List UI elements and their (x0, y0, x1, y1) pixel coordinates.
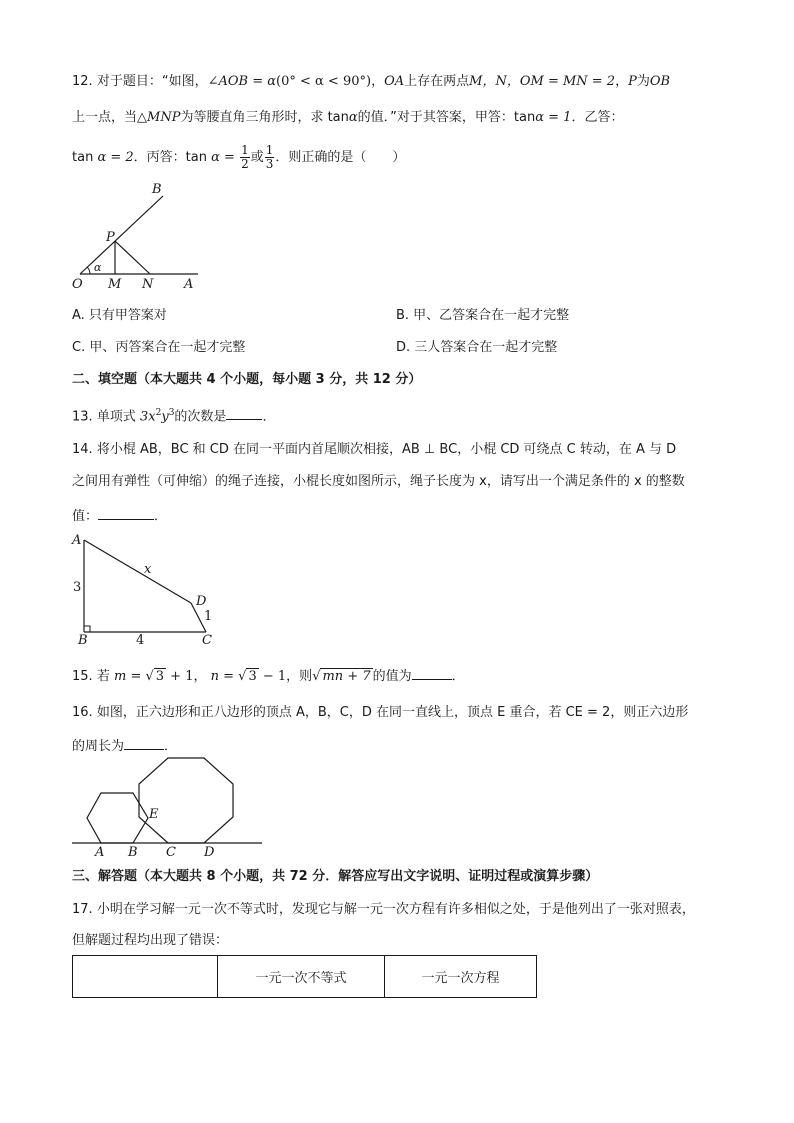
q12-number: 12. (72, 74, 93, 89)
label-4: 4 (136, 633, 145, 648)
label-alpha: α (94, 261, 102, 274)
option-D[interactable]: D. 三人答案合在一起才完整 (396, 340, 558, 355)
q14-answer-blank[interactable] (98, 505, 154, 520)
label-A: A (72, 533, 82, 548)
label-N: N (142, 277, 154, 292)
q16-line-2: 的周长为 ． (72, 735, 177, 757)
label-M: M (108, 277, 122, 292)
table-cell: 一元一次不等式 (218, 956, 385, 998)
label-D: D (196, 594, 207, 609)
table-cell (73, 956, 218, 998)
option-B[interactable]: B. 甲、乙答案合在一起才完整 (396, 308, 570, 323)
label-P: P (106, 230, 115, 245)
q13-line: 13. 单项式 $3x^2y^3$的次数是 ． (72, 403, 275, 427)
section-3-heading: 三、解答题（本大题共 8 个小题，共 72 分．解答应写出文字说明、证明过程或演算步骤） (72, 869, 599, 884)
fraction-one-third: $\frac{1}{3}$ (265, 143, 274, 171)
q12-line-3: tan α = 2．丙答：tan α = $\frac{1}{2}$ 或 $\frac{1}{3}$ ．则正确的是（ ） (72, 143, 406, 171)
label-B: B (152, 182, 162, 197)
label-O: O (72, 277, 83, 292)
q12-figure (70, 178, 210, 294)
label-x: x (144, 562, 152, 577)
label-3: 3 (73, 580, 82, 595)
q17-line-2: 但解题过程均出现了错误： (72, 933, 229, 948)
q14-line-2: 之间用有弹性（可伸缩）的绳子连接，小棍长度如图所示，绳子长度为 x，请写出一个满足条件的 x 的整数 (72, 474, 685, 489)
label-A: A (184, 277, 194, 292)
q15-answer-blank[interactable] (412, 665, 452, 680)
fraction-one-half: $\frac{1}{2}$ (241, 143, 249, 171)
label-A: A (95, 845, 105, 860)
label-B: B (78, 633, 88, 648)
q17-line-1: 17. 小明在学习解一元一次不等式时，发现它与解一元一次方程有许多相似之处，于是他列出了一张对照表， (72, 902, 695, 917)
q16-line-1: 16. 如图，正六边形和正八边形的顶点 A，B，C，D 在同一直线上，顶点 E 重合，若 CE = 2，则正六边形 (72, 705, 689, 720)
section-2-heading: 二、填空题（本大题共 4 个小题，每小题 3 分，共 12 分） (72, 372, 422, 387)
q16-answer-blank[interactable] (124, 735, 164, 750)
option-C[interactable]: C. 甲、丙答案合在一起才完整 (72, 340, 246, 355)
label-1: 1 (204, 609, 213, 624)
option-A[interactable]: A. 只有甲答案对 (72, 308, 167, 323)
label-E: E (149, 807, 159, 822)
q14-line-3: 值： ． (72, 505, 167, 527)
label-B: B (128, 845, 138, 860)
q14-line-1: 14. 将小棍 AB，BC 和 CD 在同一平面内首尾顺次相接，AB ⊥ BC，小棍 CD 可绕点 C 转动，在 A 与 D (72, 442, 677, 457)
comparison-table (72, 955, 537, 998)
table-header-row (73, 956, 537, 998)
table-cell: 一元一次方程 (385, 956, 537, 998)
q15-line: 15. 若 m = √ 3 + 1， n = √ 3 − 1，则√ mn + 7 的值为 ． (72, 665, 465, 687)
q12-line-2: 上一点，当△MNP为等腰直角三角形时，求 tanα的值．”对于其答案，甲答：tanα = 1．乙答： (72, 110, 624, 125)
label-D: D (204, 845, 215, 860)
q14-figure (68, 530, 228, 648)
q13-answer-blank[interactable] (226, 405, 262, 420)
q16-figure (70, 752, 270, 860)
label-C: C (166, 845, 176, 860)
q12-line-1: 12. 对于题目：“如图，∠AOB = α(0° < α < 90°)，OA上存在两点M，N，OM = MN = 2，P为OB (72, 74, 671, 89)
label-C: C (202, 633, 212, 648)
